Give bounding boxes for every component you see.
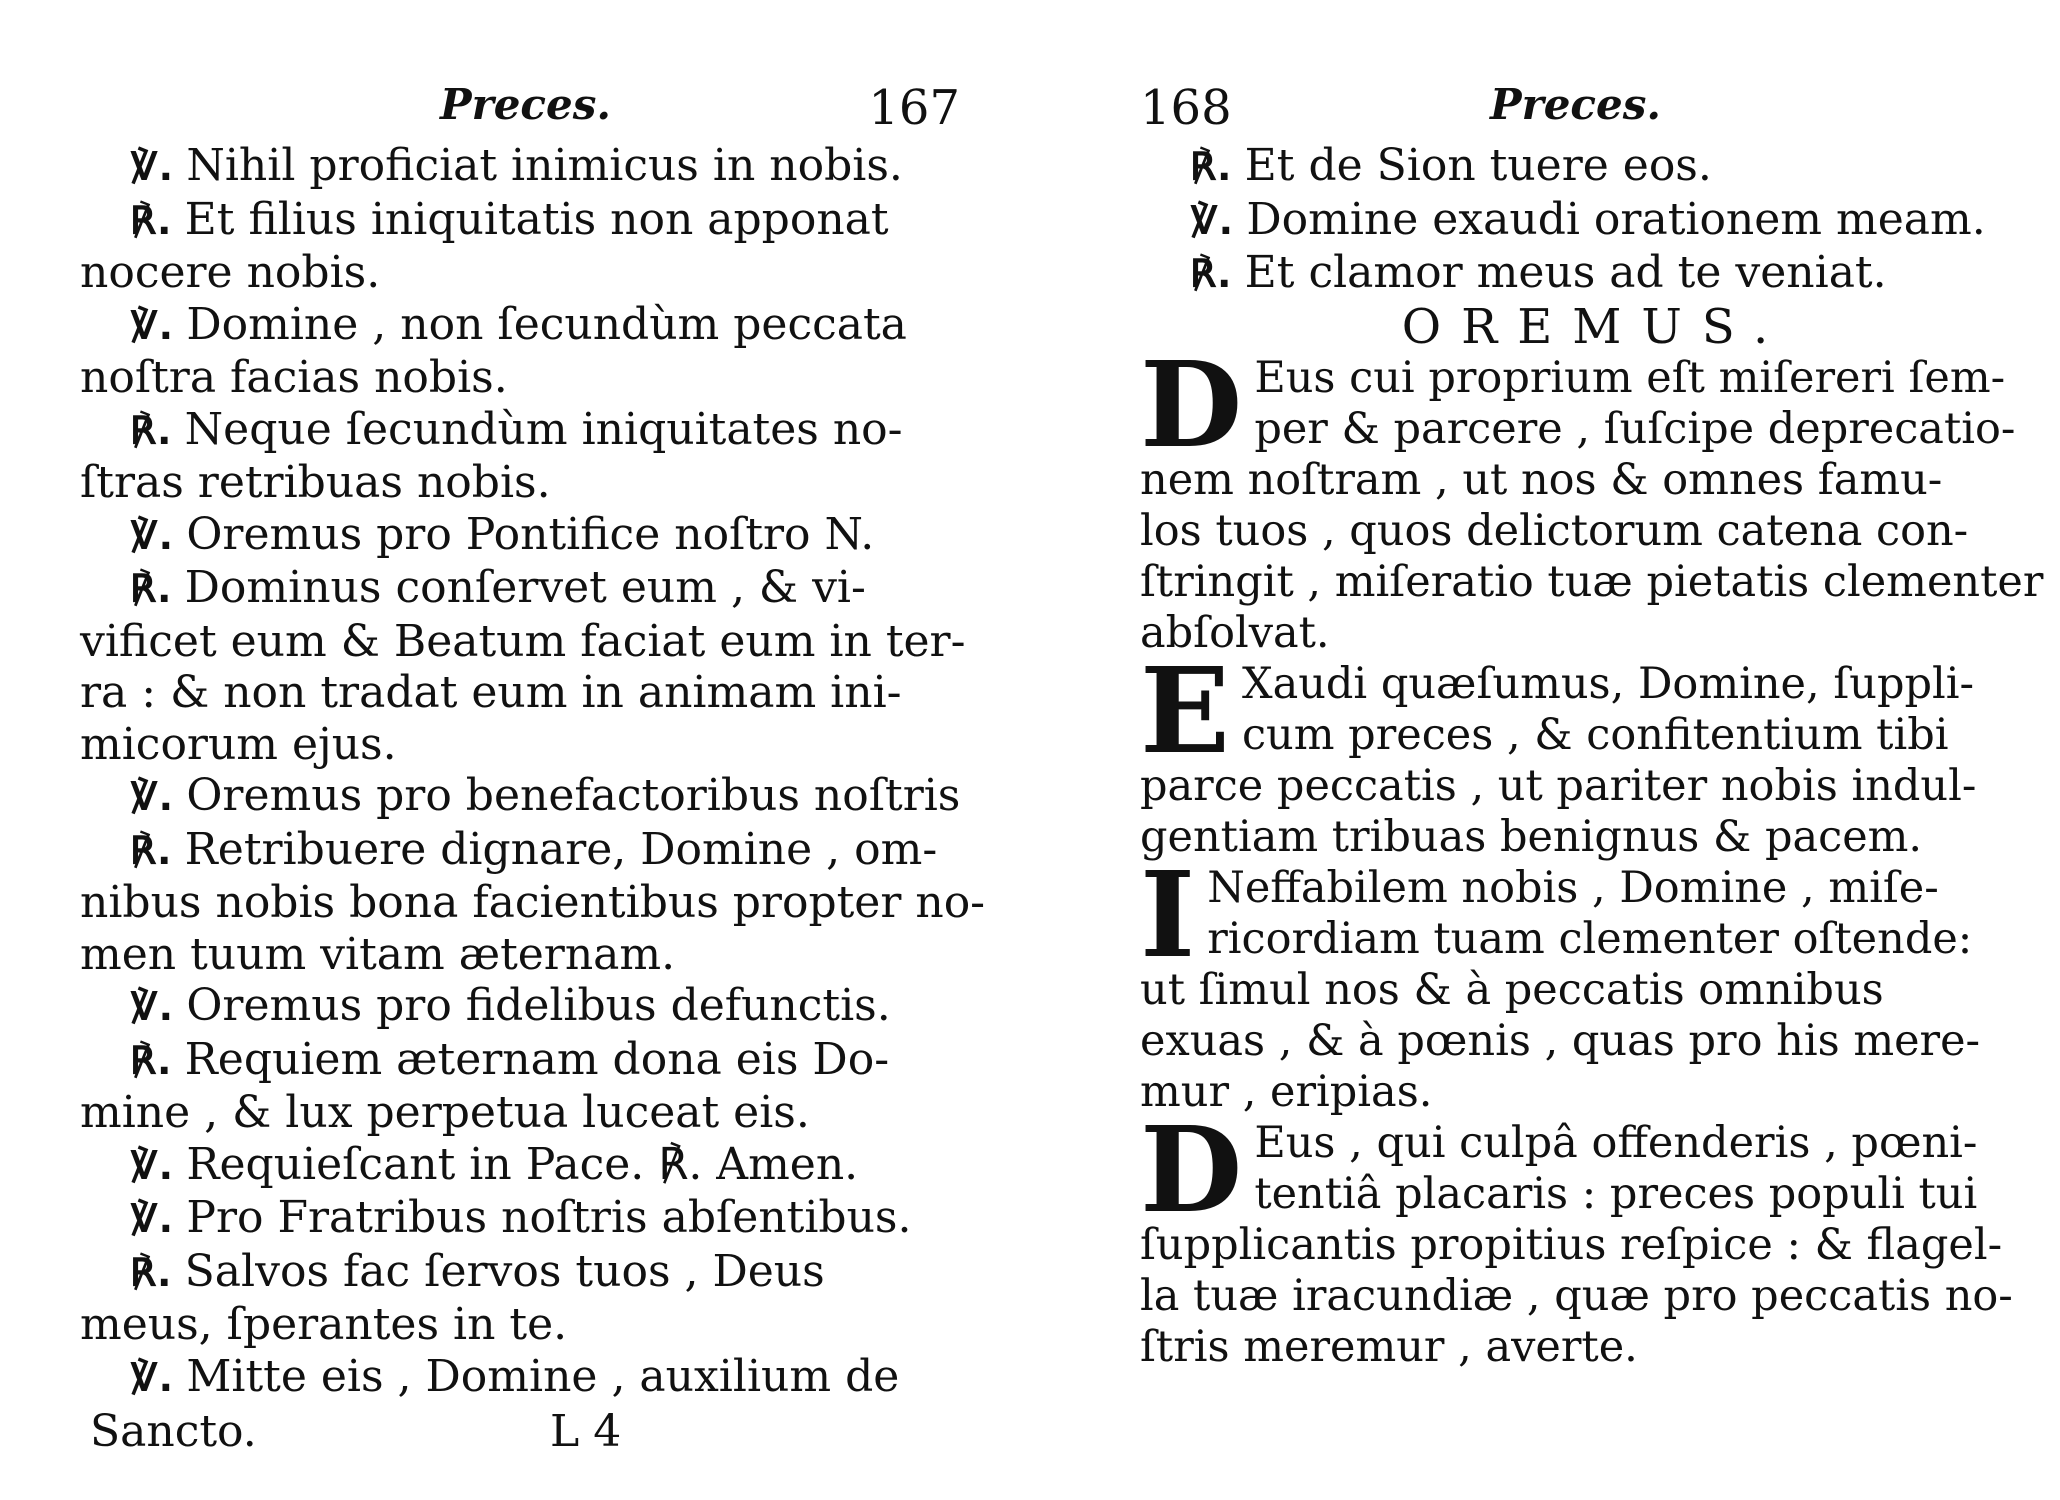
- versicle-symbol: ℣.: [130, 145, 187, 189]
- text-line: los tuos , quos delictorum catena con-: [1140, 505, 1969, 556]
- prayer-paragraph: [1140, 1099, 2013, 1373]
- text-line: [80, 562, 950, 616]
- text-line: per & parcere , ſuſcipe deprecatio-: [1254, 403, 2016, 454]
- right-page-header: [1140, 80, 2010, 140]
- left-page-footer: [80, 1406, 950, 1458]
- page-number: 168: [1140, 80, 1232, 136]
- line-text: Et de Sion tuere eos.: [1244, 140, 1712, 191]
- text-line: [80, 719, 950, 771]
- text-line: [80, 1246, 950, 1300]
- text-line: [80, 877, 986, 929]
- text-line: gentiam tribuas benignus & pacem.: [1140, 811, 1923, 862]
- text-line: ſtringit , miſeratio tuæ pietatis clementer: [1140, 556, 2044, 607]
- versicles: [1140, 140, 2010, 301]
- left-page-header: [80, 80, 960, 140]
- line-text: ra : & non tradat eum in animam ini-: [80, 667, 902, 718]
- text-line: Eus cui proprium eſt miſereri ſem-: [1254, 352, 2006, 403]
- versicle-symbol: ℣.: [130, 1355, 187, 1400]
- signature-mark: L 4: [550, 1406, 622, 1457]
- drop-cap-initial: D: [1140, 334, 1243, 474]
- left-page: [80, 80, 986, 1458]
- text-line: [80, 770, 961, 824]
- text-line: [80, 457, 950, 509]
- prayer-text: [1140, 844, 2010, 1118]
- text-line: la tuæ iracundiæ , quæ pro peccatis no-: [1140, 1270, 2013, 1321]
- text-line: ut ſimul nos & à peccatis omnibus: [1140, 964, 1884, 1015]
- line-text: Mitte eis , Domine , auxilium de: [186, 1350, 900, 1402]
- prayer-paragraph: [1140, 844, 2010, 1118]
- running-title: Preces.: [440, 80, 611, 129]
- response-symbol: ℟.: [130, 1250, 185, 1295]
- text-line: [80, 1139, 950, 1193]
- response-symbol: ℟.: [1190, 252, 1245, 296]
- text-line: [80, 1034, 950, 1088]
- text-line: [80, 1087, 950, 1139]
- text-line: [1140, 194, 2010, 248]
- text-line: [80, 667, 950, 719]
- text-line: ſtris meremur , averte.: [1140, 1321, 1638, 1372]
- prayer-text: [1140, 640, 2010, 863]
- line-text: noſtra facias nobis.: [80, 352, 508, 403]
- line-text: Et clamor meus ad te veniat.: [1244, 247, 1887, 298]
- text-line: [80, 1351, 950, 1405]
- versicle-symbol: ℣.: [130, 985, 187, 1029]
- prayer-paragraph: [1140, 334, 2044, 659]
- versicle-symbol: ℣.: [130, 303, 187, 348]
- response-symbol: ℟.: [130, 408, 185, 453]
- text-line: exuas , & à pœnis , quas pro his mere-: [1140, 1015, 1981, 1066]
- page-number: 167: [868, 80, 960, 136]
- text-line: [80, 980, 950, 1034]
- response-symbol: ℟.: [130, 198, 185, 243]
- running-title: Preces.: [1490, 80, 1661, 129]
- line-text: Requieſcant in Pace. ℟. Amen.: [186, 1138, 859, 1190]
- response-symbol: ℟.: [130, 828, 185, 873]
- line-text: Oremus pro fidelibus defunctis.: [186, 980, 891, 1031]
- line-text: micorum ejus.: [80, 718, 397, 770]
- response-symbol: ℟.: [1190, 145, 1245, 189]
- text-line: nem noſtram , ut nos & omnes famu-: [1140, 454, 1943, 505]
- line-text: Domine , non ſecundùm peccata: [186, 298, 907, 350]
- right-page: [1140, 80, 2044, 1373]
- text-line: [80, 824, 950, 878]
- text-line: [80, 1299, 950, 1351]
- text-line: [80, 404, 950, 458]
- text-line: Xaudi quæſumus, Domine, ſuppli-: [1241, 658, 1975, 709]
- text-line: [80, 1192, 950, 1246]
- text-line: [80, 509, 950, 563]
- text-line: Neffabilem nobis , Domine , miſe-: [1207, 862, 1939, 913]
- text-line: ricordiam tuam clementer oſtende:: [1207, 913, 1973, 964]
- line-text: Pro Fratribus noſtris abſentibus.: [186, 1192, 912, 1243]
- text-line: mur , eripias.: [1140, 1066, 1433, 1117]
- line-text: Oremus pro Pontifice noſtro N.: [186, 508, 875, 560]
- line-text: mine , & lux perpetua luceat eis.: [80, 1087, 810, 1138]
- text-line: Eus , qui culpâ offenderis , pœni-: [1254, 1117, 1978, 1168]
- text-line: [80, 247, 950, 299]
- oremus-heading: OREMUS.: [1401, 298, 1789, 355]
- line-text: Retribuere dignare, Domine , om-: [184, 823, 938, 875]
- text-line: [80, 929, 950, 981]
- prayer-paragraph: [1140, 640, 2010, 863]
- text-line: [1140, 247, 2010, 301]
- text-line: cum preces , & confitentium tibi: [1241, 709, 1949, 760]
- response-symbol: ℟.: [130, 1038, 185, 1083]
- text-line: [80, 299, 950, 353]
- line-text: Domine exaudi orationem meam.: [1246, 193, 1986, 245]
- line-text: Salvos fac ſervos tuos , Deus: [184, 1245, 825, 1297]
- drop-cap-initial: E: [1140, 640, 1230, 780]
- line-text: vificet eum & Beatum faciat eum in ter-: [80, 615, 966, 667]
- line-text: Nihil proficiat inimicus in nobis.: [186, 140, 903, 191]
- line-text: nibus nobis bona facientibus propter no-: [80, 877, 986, 928]
- text-line: abſolvat.: [1140, 607, 1330, 658]
- text-line: parce peccatis , ut pariter nobis indul-: [1140, 760, 1977, 811]
- left-page-text: [80, 140, 986, 1404]
- line-text: ſtras retribuas nobis.: [80, 457, 551, 508]
- prayer-text: [1140, 334, 2044, 659]
- line-text: Requiem æternam dona eis Do-: [184, 1033, 890, 1085]
- versicle-symbol: ℣.: [130, 513, 187, 558]
- line-text: meus, ſperantes in te.: [80, 1299, 568, 1350]
- line-text: nocere nobis.: [80, 247, 381, 298]
- text-line: [80, 140, 950, 194]
- text-line: ſupplicantis propitius reſpice : & flagel-: [1140, 1219, 2003, 1270]
- drop-cap-initial: D: [1140, 1099, 1243, 1239]
- prayer-text: [1140, 1099, 2013, 1373]
- versicle-symbol: ℣.: [130, 775, 187, 819]
- response-symbol: ℟.: [130, 567, 185, 611]
- versicle-symbol: ℣.: [1190, 198, 1247, 243]
- text-line: [80, 615, 966, 668]
- line-text: Dominus conſervet eum , & vi-: [184, 562, 866, 613]
- text-line: [80, 194, 950, 248]
- text-line: tentiâ placaris : preces populi tui: [1254, 1168, 1978, 1219]
- versicle-symbol: ℣.: [130, 1197, 187, 1241]
- catchword: Sancto.: [90, 1406, 257, 1457]
- line-text: Et filius iniquitatis non apponat: [184, 193, 889, 245]
- versicle-symbol: ℣.: [130, 1143, 187, 1188]
- text-line: [1140, 140, 2010, 194]
- prayers: [1140, 334, 2044, 1373]
- line-text: Neque ſecundùm iniquitates no-: [184, 403, 903, 455]
- drop-cap-initial: I: [1140, 844, 1196, 984]
- text-line: [80, 352, 950, 404]
- line-text: Oremus pro benefactoribus noſtris: [186, 770, 961, 821]
- line-text: men tuum vitam æternam.: [80, 928, 676, 980]
